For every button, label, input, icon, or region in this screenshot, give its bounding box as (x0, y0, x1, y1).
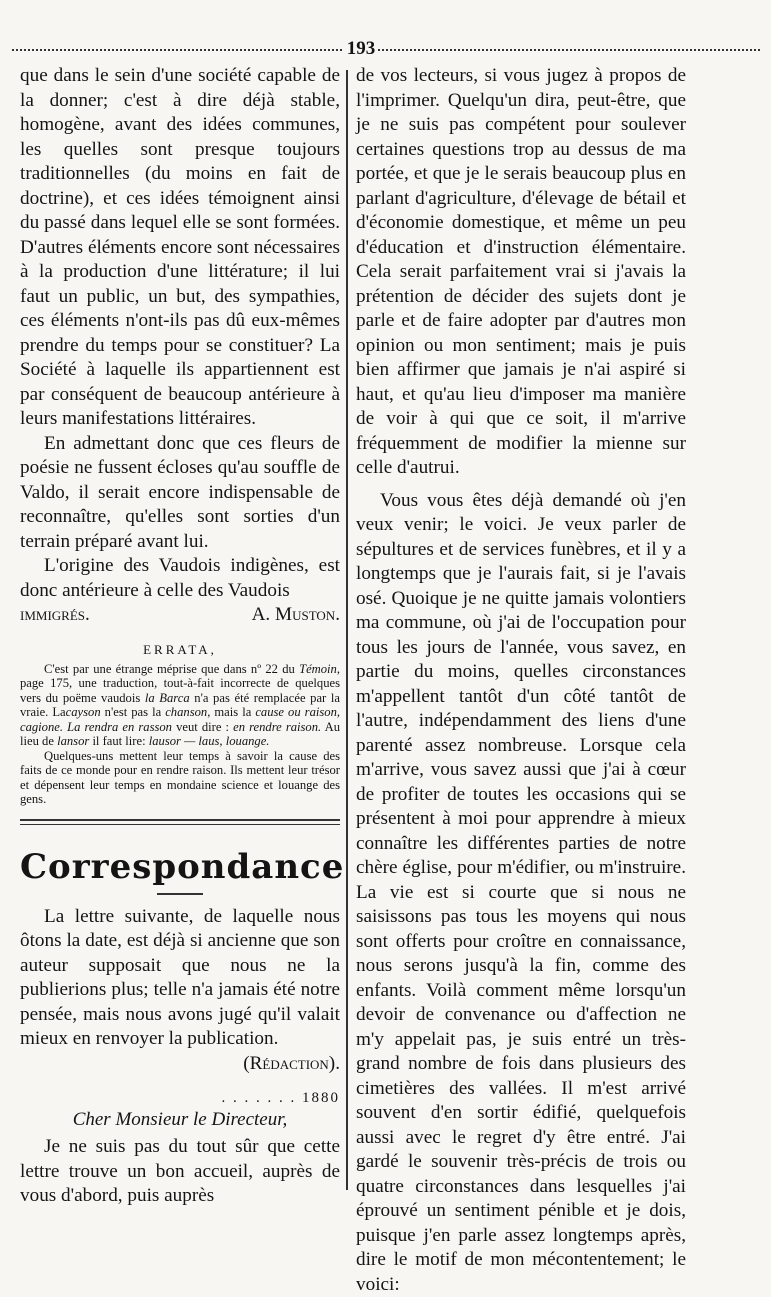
errata-title: ERRATA, (20, 642, 340, 658)
header-rule-left (12, 49, 342, 51)
author-signature: A. Muston. (252, 604, 340, 625)
signature-line (20, 603, 340, 628)
right-column (356, 64, 686, 1297)
header-rule-right (378, 49, 760, 51)
left-paragraph-1: que dans le sein d'une société capable de la donner; c'est à dire déjà stable, homogène, avant des idées communes, les quelles sont presque toujours traditionnelles (du moins en fait de doctrine), et ces idées témoignent ainsi du passé dans lequel elle se sont formées. D'autres éléments encore sont nécessaires à la production d'une littérature; il lui faut un public, un but, des sympathies, ces éléments n'ont-ils pas dû eux-mêmes prendre du temps pour se constituer? La Société à laquelle ils appartiennent est par conséquent de beaucoup antérieure à leurs manifestations littéraires. (20, 64, 340, 432)
left-column (20, 64, 340, 1209)
page-header (12, 38, 760, 62)
redaction-credit: (Rédaction). (20, 1052, 340, 1077)
left-paragraph-3-end: immigrés. (20, 603, 90, 628)
right-paragraph-2: Vous vous êtes déjà demandé où j'en veux venir; le voici. Je veux parler de sépultures et de services funèbres, et il y a longtemps que je l'aurais fait, si je l'avais osé. Quoique je ne quitte jamais volontiers ma commune, où j'ai de l'occupation pour tous les jours de l'année, vous savez, en partie du moins, quelles circonstances m'appellent tantôt d'un côté tantôt de l'autre, indépendamment des liens d'une parenté assez nombreuse. Lorsque cela m'arrive, vous savez aussi que j'ai à cœur de profiter de toutes les occasions qui se présentent à moi pour apprendre à mieux connaître les différentes parties de notre chère église, pour m'édifier, ou m'instruire. La vie est si courte que si nous ne saisissons pas tous les moyens qui nous sont offerts pour croître en connaissance, nous serons jusqu'à la fin, comme des enfants. Voilà comment même lorsqu'un devoir de convenance ou d'affection ne m'y appelait pas, je suis entré un très-grand nombre de fois dans plusieurs des cimetières des vallées. Il m'est arrivé souvent d'en sortir édifié, quelquefois aussi avec le regret d'y être entré. J'ai gardé le souvenir très-précis de trois ou quatre circonstances dans lesquelles j'ai éprouvé un sentiment pénible et je dois, puisque j'en parle assez longtemps après, dire le motif de mon mécontentement; le voici: (356, 489, 686, 1297)
letter-date: . . . . . . . 1880 (20, 1090, 340, 1107)
left-paragraph-5: Je ne suis pas du tout sûr que cette lettre trouve un bon accueil, auprès de vous d'abord, puis auprès (20, 1135, 340, 1209)
column-divider (346, 70, 348, 1190)
right-paragraph-1: de vos lecteurs, si vous jugez à propos de l'imprimer. Quelqu'un dira, peut-être, que je ne suis pas compétent pour soulever certaines questions trop au dessus de ma portée, et que je le serais beaucoup plus en parlant d'agriculture, d'élevage de bétail et d'économie domestique, et même un peu d'éducation et d'instruction élémentaire. Cela serait parfaitement vrai si j'avais la prétention de décider des sujets dont je parle et de faire adopter par d'autres mon opinion ou mon sentiment; mais je puis bien affirmer que jamais je n'ai aspiré si haut, et qu'au lieu d'imposer ma manière de voir à qui que ce soit, il m'arrive fréquemment de modifier la mienne sur celle d'autrui. (356, 64, 686, 481)
section-heading: Correspondance (20, 847, 340, 887)
left-paragraph-2: En admettant donc que ces fleurs de poésie ne fussent écloses qu'au souffle de Valdo, il serait encore indispensable de reconnaître, qu'elles sont sorties d'un terrain préparé avant lui. (20, 432, 340, 555)
heading-short-rule (157, 893, 203, 895)
errata-quote: Quelques-uns mettent leur temps à savoir la cause des faits de ce monde pour en rendre raison. Ils mettent leur trésor et dépensent leur temps en mondaine science et louange des gens. (20, 749, 340, 807)
editor-note: La lettre suivante, de laquelle nous ôtons la date, est déjà si ancienne que son auteur supposait que nous ne la publierions plus; telle n'a jamais été notre pensée, mais nous avons jugé qu'il valait mieux en renvoyer la publication. (20, 905, 340, 1052)
letter-salutation: Cher Monsieur le Directeur, (20, 1109, 340, 1131)
page-number: 193 (345, 38, 377, 60)
errata-text: C'est par une étrange méprise que dans nº 22 du Témoin, page 175, une traduction, tout-à-fait incorrecte de quelques vers du poëme vaudois la Barca n'a pas été remplacée par la vraie. Lacayson n'est pas la chanson, mais la cause ou raison, cagione. La rendra en rasson veut dire : en rendre raison. Au lieu de lansor il faut lire: lausor — laus, louange. (20, 662, 340, 749)
left-paragraph-3: L'origine des Vaudois indigènes, est donc antérieure à celle des Vaudois (20, 554, 340, 603)
section-rule-thin (20, 824, 340, 825)
section-rule-thick (20, 819, 340, 821)
